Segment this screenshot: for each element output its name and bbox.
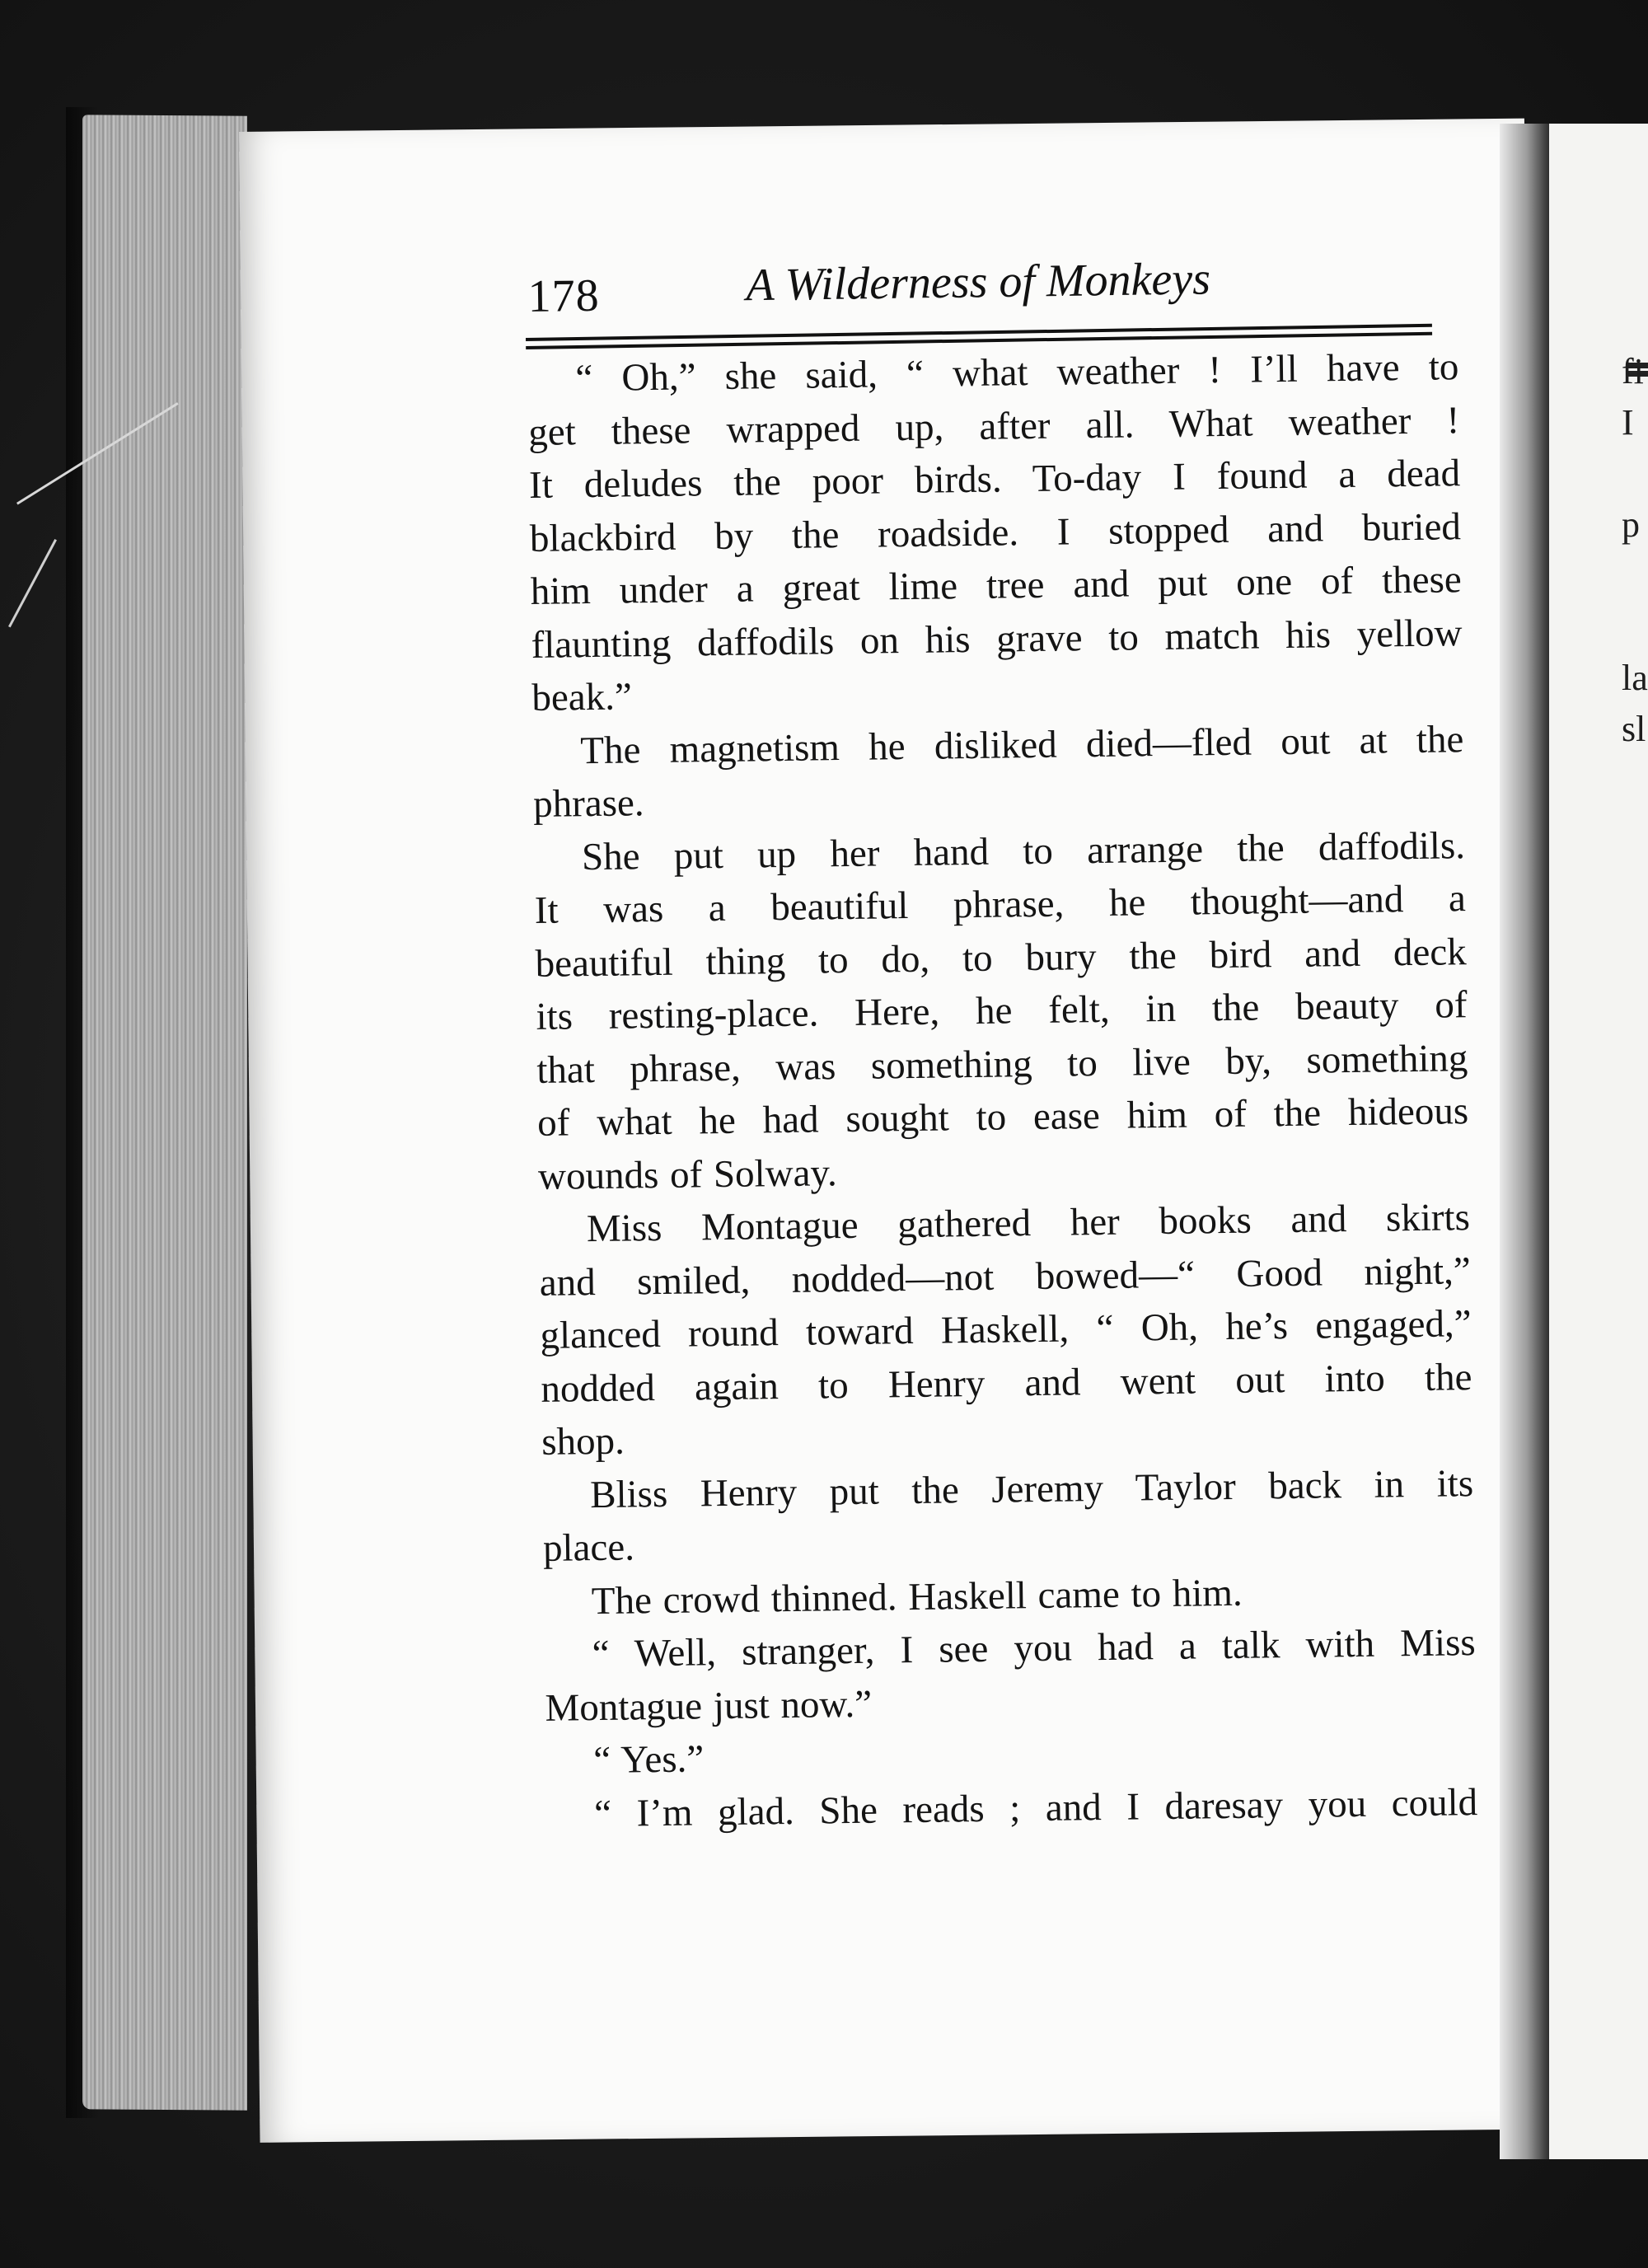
text-line: The crowd thinned. Haskell came to him. <box>591 1571 1243 1623</box>
text-line: and smiled, nodded—not bowed—“ Good night,” <box>539 1249 1472 1305</box>
text-line: “ I’m glad. She reads ; and I daresay you could <box>593 1780 1478 1835</box>
running-title: A Wilderness of Monkeys <box>745 253 1211 312</box>
text-line: glanced round toward Haskell, “ Oh, he’s engaged,” <box>540 1302 1472 1357</box>
facing-page-fragment: p <box>1622 504 1640 545</box>
page-number: 178 <box>527 269 601 322</box>
facing-page-fragment <box>1622 551 1648 602</box>
text-line: him under a great lime tree and put one of these <box>530 558 1463 613</box>
facing-page-text <box>1622 346 1648 755</box>
text-line: wounds of Solway. <box>537 1150 837 1198</box>
text-line: It was a beautiful phrase, he thought—and a <box>534 877 1467 932</box>
text-line: Miss Montague gathered her books and skirts <box>586 1196 1471 1251</box>
text-line: She put up her hand to arrange the daffodils. <box>581 823 1466 879</box>
body-text <box>527 340 1478 1841</box>
text-line: its resting-place. Here, he felt, in the beauty of <box>536 983 1468 1038</box>
text-line: place. <box>542 1525 635 1570</box>
page-edges-stack <box>82 115 247 2110</box>
text-line: shop. <box>541 1419 625 1464</box>
text-line: of what he had sought to ease him of the hideous <box>536 1089 1469 1145</box>
text-line: The magnetism he disliked died—fled out at the <box>579 717 1464 772</box>
text-line: beautiful thing to do, to bury the bird and deck <box>535 930 1467 986</box>
facing-page-fragment <box>1622 448 1648 499</box>
text-line: beak.” <box>531 675 633 719</box>
facing-page-fragment: la <box>1622 658 1648 698</box>
text-line: “ Well, stranger, I see you had a talk with Miss <box>592 1621 1476 1676</box>
text-line: blackbird by the roadside. I stopped and buried <box>529 504 1462 560</box>
text-line: “ Oh,” she said, “ what weather ! I’ll have to <box>575 345 1459 401</box>
facing-page-fragment <box>1622 602 1648 653</box>
text-line: It deludes the poor birds. To-day I found a dead <box>528 452 1461 507</box>
text-line: Bliss Henry put the Jeremy Taylor back in its <box>589 1461 1474 1516</box>
text-line: Montague just now.” <box>545 1682 873 1730</box>
text-line: nodded again to Henry and went out into the <box>541 1355 1472 1411</box>
text-line: get these wrapped up, after all. What weather ! <box>527 398 1460 454</box>
text-line: flaunting daffodils on his grave to match his yellow <box>531 611 1463 667</box>
facing-page-fragment: fi <box>1622 351 1644 391</box>
facing-page-fragment: I <box>1622 402 1634 443</box>
facing-page-fragment: sl <box>1622 709 1646 749</box>
text-line: “ Yes.” <box>593 1737 705 1783</box>
page-header <box>527 250 1435 328</box>
text-line: phrase. <box>532 781 644 826</box>
book-gutter <box>1500 124 1549 2159</box>
text-line: that phrase, was something to live by, something <box>536 1036 1468 1092</box>
